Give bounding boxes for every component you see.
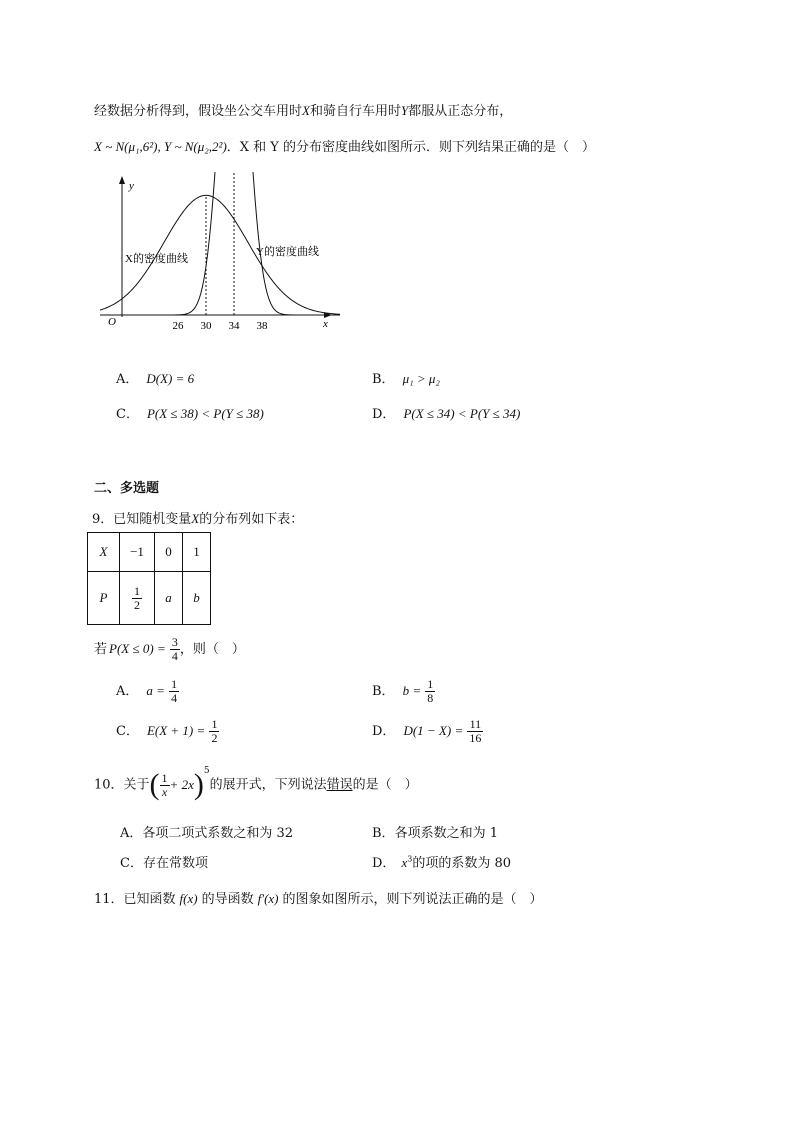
option-text: 各项二项式系数之和为 32 bbox=[142, 826, 294, 841]
q10-stem-pre: 10．关于 bbox=[94, 777, 150, 793]
q8-var-x: X bbox=[302, 103, 310, 118]
q10-stem-mid: 的展开式，下列说法 bbox=[209, 777, 327, 793]
fraction-numerator: 1 bbox=[211, 717, 218, 731]
condition-expr: P(X ≤ 0) = bbox=[109, 641, 166, 656]
q11-stem-end: 的图象如图所示，则下列说法正确的是（ ） bbox=[282, 892, 543, 907]
q9-stem bbox=[92, 508, 303, 527]
q11-stem-pre: 11．已知函数 bbox=[94, 892, 176, 907]
option-letter: A． bbox=[120, 826, 143, 841]
fraction-numerator: 3 bbox=[171, 635, 178, 649]
y-curve-label: Y的密度曲线 bbox=[256, 246, 319, 258]
fraction-denominator: 4 bbox=[171, 649, 178, 663]
option-letter: D． bbox=[372, 724, 396, 739]
option-lhs: b = bbox=[402, 683, 422, 698]
option-text: 各项系数之和为 1 bbox=[394, 826, 498, 841]
fraction-denominator: x bbox=[161, 784, 168, 799]
table-cell: 0 bbox=[155, 533, 183, 572]
option-letter: A． bbox=[116, 372, 139, 387]
fraction-numerator: 1 bbox=[171, 677, 178, 691]
table-cell: b bbox=[183, 572, 211, 625]
option-lhs: D(1 − X) = bbox=[403, 723, 464, 738]
q8-option-c[interactable] bbox=[116, 403, 264, 422]
q10-option-c[interactable] bbox=[120, 852, 208, 871]
option-var: x bbox=[401, 855, 408, 870]
q9-var-x: X bbox=[191, 511, 200, 526]
fraction-denominator: 4 bbox=[171, 691, 178, 705]
option-text: D(X) = 6 bbox=[146, 371, 195, 386]
q10-option-b[interactable] bbox=[372, 822, 498, 841]
left-paren: ( bbox=[149, 768, 160, 801]
normal-density-figure bbox=[100, 172, 340, 334]
q8-sentence2: ．X 和 Y 的分布密度曲线如图所示．则下列结果正确的是（ ） bbox=[226, 140, 596, 155]
condition-post: ，则（ ） bbox=[179, 642, 245, 657]
q8-stem-line2 bbox=[94, 136, 595, 155]
fraction bbox=[467, 718, 483, 745]
option-letter: B． bbox=[372, 826, 395, 841]
q11-stem-mid: 的导函数 bbox=[201, 892, 254, 907]
fraction-denominator: 8 bbox=[427, 691, 434, 705]
fraction bbox=[169, 678, 179, 705]
table-cell: P bbox=[88, 572, 120, 625]
fraction bbox=[132, 585, 142, 612]
q8-option-a[interactable] bbox=[116, 368, 194, 387]
section-title: 二、多选题 bbox=[94, 481, 160, 496]
q8-intro-end: 都服从正态分布， bbox=[408, 104, 513, 119]
q8-option-d[interactable] bbox=[372, 403, 520, 422]
origin-label: O bbox=[108, 316, 116, 328]
option-letter: A． bbox=[116, 684, 139, 699]
x-tick-label: 26 bbox=[172, 320, 184, 332]
x-axis-label: x bbox=[323, 318, 328, 330]
q9-option-a[interactable] bbox=[116, 678, 179, 705]
fraction-numerator: 1 bbox=[427, 677, 434, 691]
x-tick-label: 38 bbox=[256, 320, 268, 332]
q9-option-b[interactable] bbox=[372, 678, 435, 705]
fraction bbox=[209, 718, 219, 745]
q11-fprime-expr: f′(x) bbox=[257, 891, 279, 906]
q10-emphasis: 错误 bbox=[326, 777, 353, 793]
q8-intro-mid: 和骑自行车用时 bbox=[309, 104, 401, 119]
q9-option-d[interactable] bbox=[372, 718, 483, 745]
table-cell: X bbox=[88, 533, 120, 572]
option-text: μ₁ > μ₂ bbox=[402, 371, 440, 386]
fraction-numerator: 11 bbox=[467, 718, 483, 732]
fraction-numerator: 1 bbox=[134, 583, 140, 598]
q10-option-d[interactable] bbox=[372, 852, 511, 871]
y-axis bbox=[119, 176, 125, 317]
option-letter: D． bbox=[372, 407, 396, 422]
y-axis-label: y bbox=[129, 180, 134, 192]
q8-option-b[interactable] bbox=[372, 368, 440, 387]
option-sup: 3 bbox=[407, 854, 413, 864]
option-text: P(X ≤ 34) < P(Y ≤ 34) bbox=[403, 406, 521, 421]
option-letter: C． bbox=[116, 407, 139, 422]
x-curve-label: X的密度曲线 bbox=[125, 253, 188, 265]
x-tick-label: 34 bbox=[228, 320, 240, 332]
fraction-denominator: 16 bbox=[469, 731, 482, 745]
option-letter: B． bbox=[372, 372, 395, 387]
table-cell: −1 bbox=[120, 533, 155, 572]
x-tick-label: 30 bbox=[200, 320, 212, 332]
option-letter: D． bbox=[372, 856, 396, 871]
q9-condition bbox=[94, 636, 245, 663]
option-text: 存在常数项 bbox=[142, 856, 208, 871]
x-tick-labels bbox=[173, 320, 269, 332]
fraction bbox=[425, 678, 435, 705]
q10-option-a[interactable] bbox=[120, 822, 293, 841]
q11-stem bbox=[94, 888, 543, 907]
table-cell bbox=[120, 572, 155, 625]
fraction bbox=[160, 772, 170, 799]
option-text: P(X ≤ 38) < P(Y ≤ 38) bbox=[146, 406, 264, 421]
option-letter: B． bbox=[372, 684, 395, 699]
option-text: 的项的系数为 80 bbox=[412, 856, 511, 871]
fraction-numerator: 1 bbox=[161, 770, 168, 785]
q8-stem-line1 bbox=[94, 100, 512, 119]
table-row bbox=[88, 572, 211, 625]
q10-stem-end: 的是（ ） bbox=[352, 777, 418, 793]
table-row bbox=[88, 533, 211, 572]
q8-intro: 经数据分析得到，假设坐公交车用时 bbox=[94, 104, 303, 119]
condition-pre: 若 bbox=[94, 642, 108, 657]
q9-stem-end: 的分布列如下表： bbox=[199, 512, 304, 527]
q9-stem-text: 9．已知随机变量 bbox=[92, 512, 192, 527]
q8-dist-formula: X ~ N(μ₁,6²), Y ~ N(μ₂,2²) bbox=[94, 139, 227, 154]
y-density-curve bbox=[100, 172, 340, 315]
q11-f-expr: f(x) bbox=[179, 891, 198, 906]
q8-var-y: Y bbox=[400, 103, 409, 118]
fraction-denominator: 2 bbox=[134, 597, 140, 612]
distribution-table bbox=[87, 532, 211, 625]
table-cell: a bbox=[155, 572, 183, 625]
option-letter: C． bbox=[116, 724, 139, 739]
option-lhs: a = bbox=[146, 683, 165, 698]
right-paren: ) bbox=[193, 768, 204, 801]
option-lhs: E(X + 1) = bbox=[146, 723, 206, 738]
q10-exponent: 5 bbox=[203, 766, 210, 777]
option-letter: C． bbox=[120, 856, 143, 871]
fraction bbox=[170, 636, 180, 663]
q10-stem bbox=[94, 768, 418, 802]
fraction-denominator: 2 bbox=[211, 731, 218, 745]
q9-option-c[interactable] bbox=[116, 718, 219, 745]
q10-plus-term: + 2x bbox=[169, 777, 194, 792]
table-cell: 1 bbox=[183, 533, 211, 572]
